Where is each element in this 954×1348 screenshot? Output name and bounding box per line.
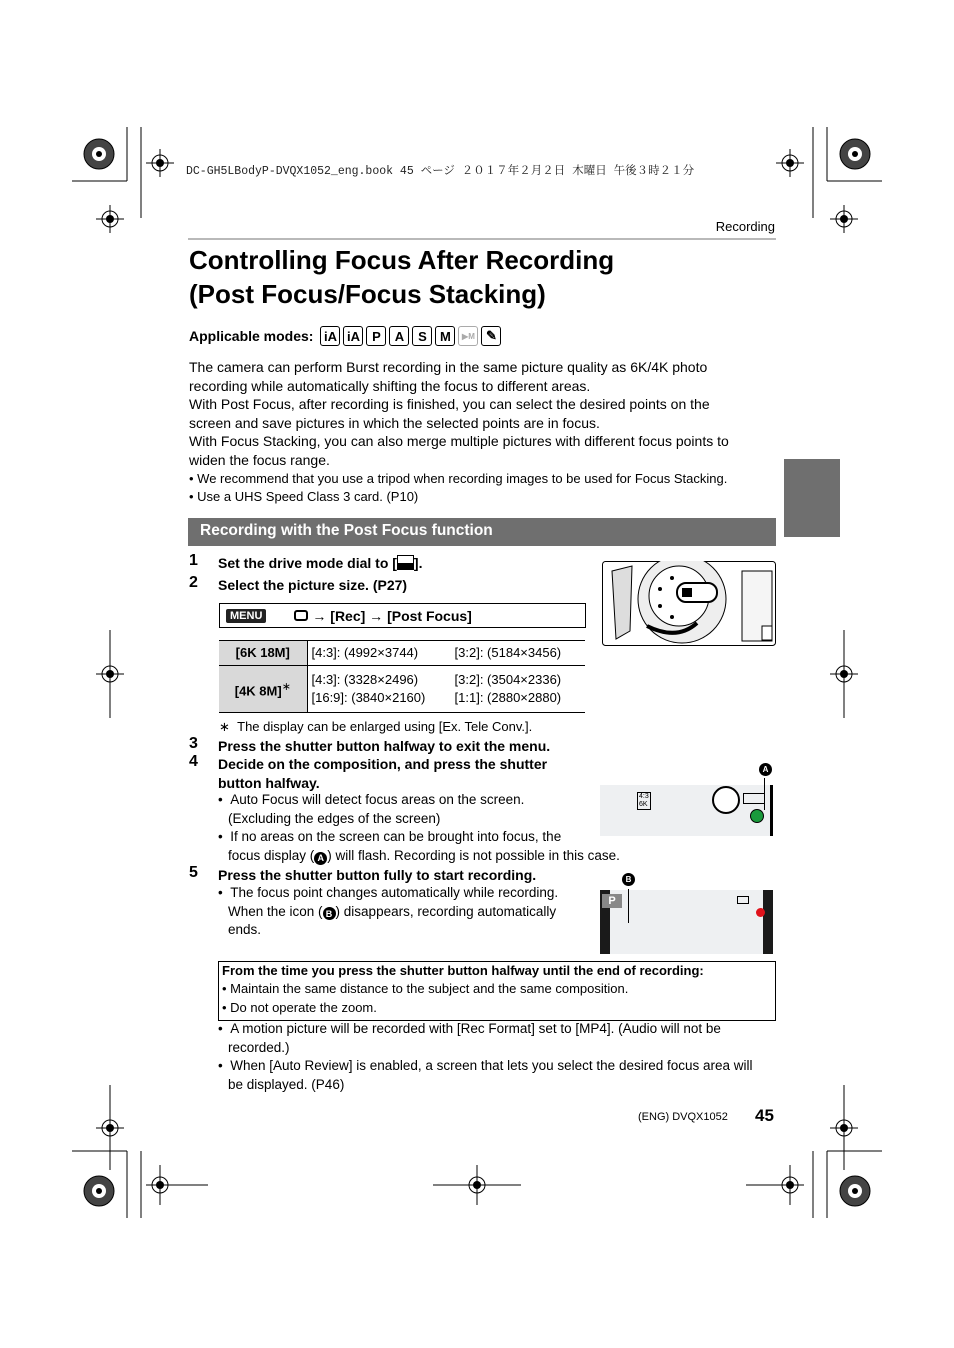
- intro-text: The camera can perform Burst recording in the same picture quality as 6K/4K photo recording while automatically shifting the focus to different areas. With Post Focus, after recording is finished, you can select the desired points on the screen and save pictures in which the selected points are in focus. With Focus Stacking, you can also merge multiple pictures with different focus points to widen the focus range. • We recommend that you use a tripod when recording images to be used for Focus Stacking. • Use a UHS Speed Class 3 card. (P10): [189, 359, 729, 504]
- title-line-2: (Post Focus/Focus Stacking): [189, 279, 546, 309]
- menu-path: [219, 603, 586, 628]
- caution-title: From the time you press the shutter button halfway until the end of recording:: [222, 963, 704, 978]
- table-cell: [3:2]: (3504×2336) [1:1]: (2880×2880): [451, 666, 585, 713]
- page-number: 45: [755, 1106, 774, 1125]
- step-text: Press the shutter button fully to start recording.: [218, 867, 537, 883]
- label-b-icon: B: [323, 907, 336, 920]
- mode-p-icon: P: [366, 326, 386, 346]
- table-cell: [4:3]: (4992×3744): [307, 641, 451, 666]
- mode-creative-control-icon: ✎: [481, 326, 501, 346]
- recording-screen-illustration: [598, 871, 775, 955]
- mode-s-icon: S: [412, 326, 432, 346]
- post-focus-icon: [737, 896, 749, 904]
- focus-display-icon: [712, 786, 740, 814]
- final-notes: • A motion picture will be recorded with [Rec Format] set to [MP4]. (Audio will not be recorded.) • When [Auto Review] is enabled, a screen that lets you select the desired focus area will be displayed. (P46): [218, 1021, 753, 1092]
- caution-item: • Maintain the same distance to the subject and the same composition.: [222, 981, 629, 997]
- label-a-icon: A: [759, 763, 772, 776]
- section-label: Recording: [715, 219, 775, 234]
- mode-ia-icon: iA: [320, 326, 340, 346]
- table-row: [219, 666, 585, 713]
- battery-icon: [743, 793, 765, 804]
- lcd-size-badge: 4:3 6K: [639, 793, 649, 808]
- picture-size-table: [219, 640, 585, 713]
- applicable-modes: [189, 325, 501, 347]
- label-a-icon: A: [314, 852, 327, 865]
- mode-m-icon: M: [435, 326, 455, 346]
- mode-ia-plus-icon: iA: [343, 326, 363, 346]
- step-number: 4: [189, 753, 198, 770]
- applicable-modes-label: Applicable modes:: [189, 328, 314, 344]
- step-text: Select the picture size. (P27): [218, 577, 408, 593]
- mode-a-icon: A: [389, 326, 409, 346]
- table-cell: [3:2]: (5184×3456): [451, 641, 585, 666]
- caution-item: • Do not operate the zoom.: [222, 999, 377, 1015]
- step-number: 2: [189, 574, 198, 591]
- menu-path-text: → [Rec] → [Post Focus]: [312, 607, 472, 624]
- table-row: [219, 641, 585, 666]
- drive-mode-post-focus-icon: [397, 555, 414, 570]
- step-text: Press the shutter button halfway to exit the menu.: [218, 738, 551, 754]
- mode-creative-video-icon: ▶M: [458, 326, 478, 346]
- step-number: 5: [189, 864, 198, 881]
- size-label: [6K 18M]: [219, 641, 307, 666]
- camera-icon: [294, 610, 308, 621]
- header-rule: [188, 238, 776, 240]
- step-text: Decide on the composition, and press the shutter button halfway.: [218, 756, 548, 791]
- section-heading: Recording with the Post Focus function: [188, 518, 776, 546]
- table-cell: [4:3]: (3328×2496) [16:9]: (3840×2160): [307, 666, 451, 713]
- focus-display-illustration: [600, 760, 775, 838]
- step-number: 3: [189, 735, 198, 752]
- drive-mode-dial-illustration: [602, 561, 776, 646]
- step-number: 1: [189, 552, 198, 569]
- step5-bullets: • The focus point changes automatically while recording. When the icon ( B ) disappears, recording automatically ends.: [218, 885, 559, 938]
- table-footnote: ∗ The display can be enlarged using [Ex. Tele Conv.].: [219, 719, 533, 734]
- print-header: DC-GH5LBodyP-DVQX1052_eng.book 45 ページ ２０１７年２月２日 木曜日 午後３時２１分: [186, 165, 695, 178]
- size-label: [4K 8M]∗: [219, 666, 307, 713]
- step4-bullets: • Auto Focus will detect focus areas on the screen. (Excluding the edges of the screen) • If no areas on the screen can be brought into focus, the focus display ( A ) will flash. Recording is not possible in this case.: [218, 792, 620, 863]
- label-b-icon: B: [622, 873, 635, 886]
- recording-dot-icon: [756, 908, 765, 917]
- caution-box: [218, 961, 776, 1021]
- step-text: Set the drive mode dial to [ ].: [218, 555, 423, 571]
- chapter-tab: [784, 459, 840, 537]
- focus-indicator-icon: [750, 809, 764, 823]
- document-code: (ENG) DVQX1052: [638, 1111, 728, 1123]
- title-line-1: Controlling Focus After Recording: [189, 245, 615, 275]
- page-title: [189, 243, 614, 311]
- menu-badge: MENU: [226, 609, 266, 623]
- mode-p-badge: P: [602, 894, 622, 908]
